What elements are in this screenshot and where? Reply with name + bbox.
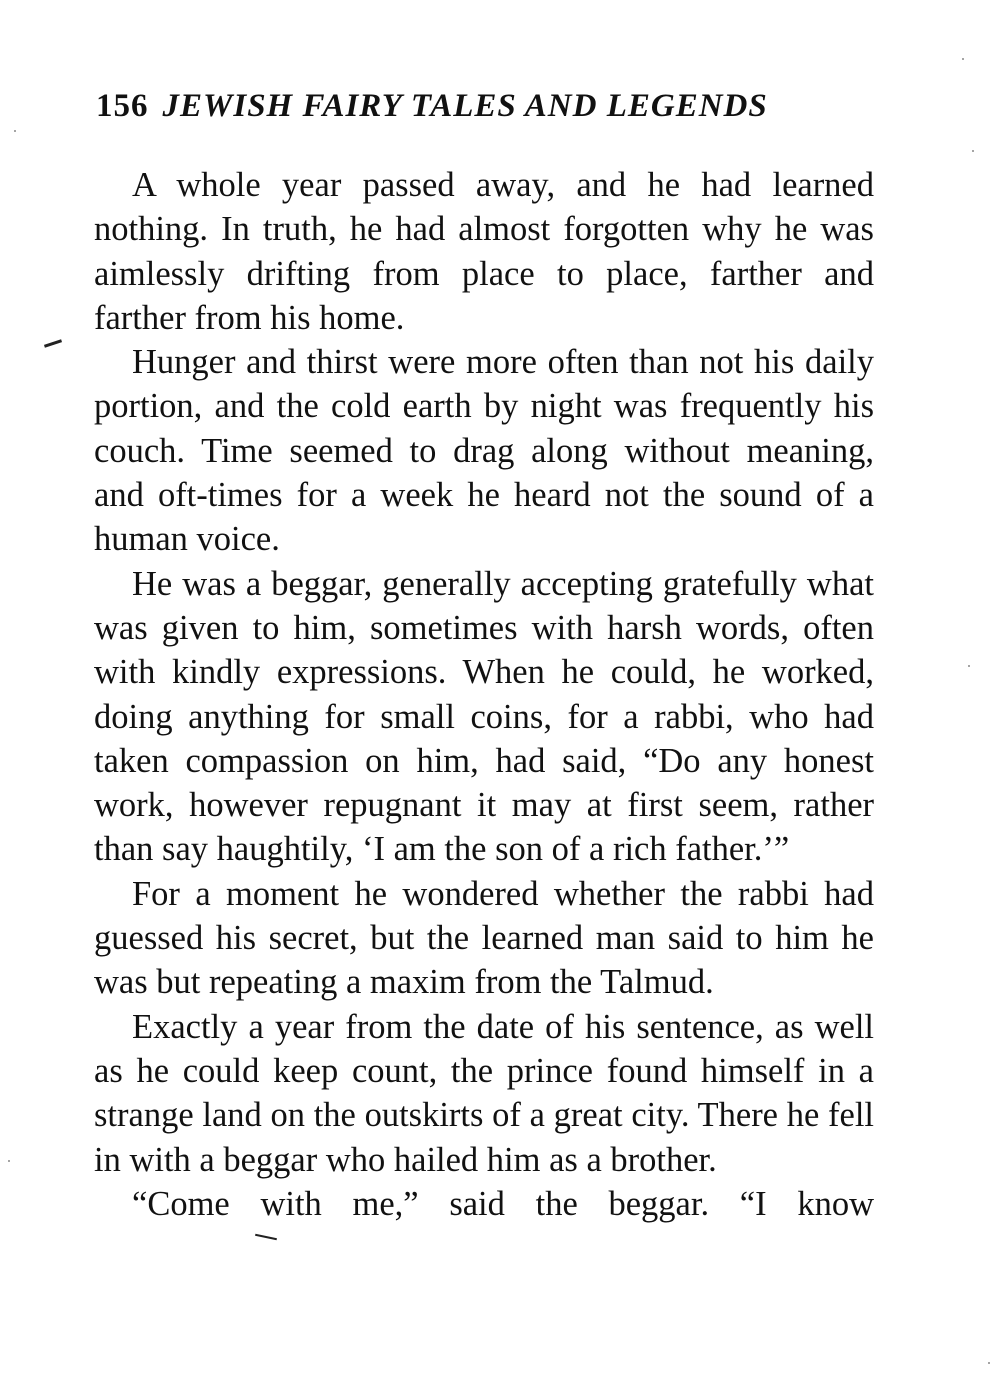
scan-speck: [8, 1160, 10, 1162]
scan-speck: [968, 665, 970, 667]
running-head: [96, 88, 876, 138]
scan-speck: [988, 1362, 990, 1364]
body-text: [94, 163, 874, 1226]
scan-speck: [972, 150, 974, 152]
page-number: 156: [96, 88, 149, 124]
scan-mark: [44, 339, 62, 347]
paragraph: For a moment he wondered whether the rabbi had guessed his secret, but the learned man said to him he was but repeating a maxim from the Talmud.: [94, 874, 874, 1002]
scan-speck: [14, 130, 16, 132]
paragraph: Hunger and thirst were more often than not his daily portion, and the cold earth by night was frequently his couch. Time seemed to drag along without meaning, and oft-times for a week he heard not the sound of a human voice.: [94, 343, 874, 559]
scan-mark: [255, 1234, 277, 1241]
paragraph: Exactly a year from the date of his sentence, as well as he could keep count, the prince found himself in a strange land on the outskirts of a great city. There he fell in with a beggar who hailed him as a brother.: [94, 1007, 874, 1179]
book-title: JEWISH FAIRY TALES AND LEGENDS: [162, 88, 768, 124]
paragraph: A whole year passed away, and he had learned nothing. In truth, he had almost forgotten why he was aimlessly drifting from place to place, farther and farther from his home.: [94, 166, 874, 337]
paragraph: “Come with me,” said the beggar. “I know: [132, 1184, 874, 1223]
paragraph: He was a beggar, generally accepting gratefully what was given to him, sometimes with harsh words, often with kindly expressions. When he could, he worked, doing anything for small coins, for a rabbi, who had taken compassion on him, had said, “Do any honest work, however repugnant it may at first seem, rather than say haughtily, ‘I am the son of a rich father.’”: [94, 564, 874, 869]
scan-speck: [962, 58, 964, 60]
